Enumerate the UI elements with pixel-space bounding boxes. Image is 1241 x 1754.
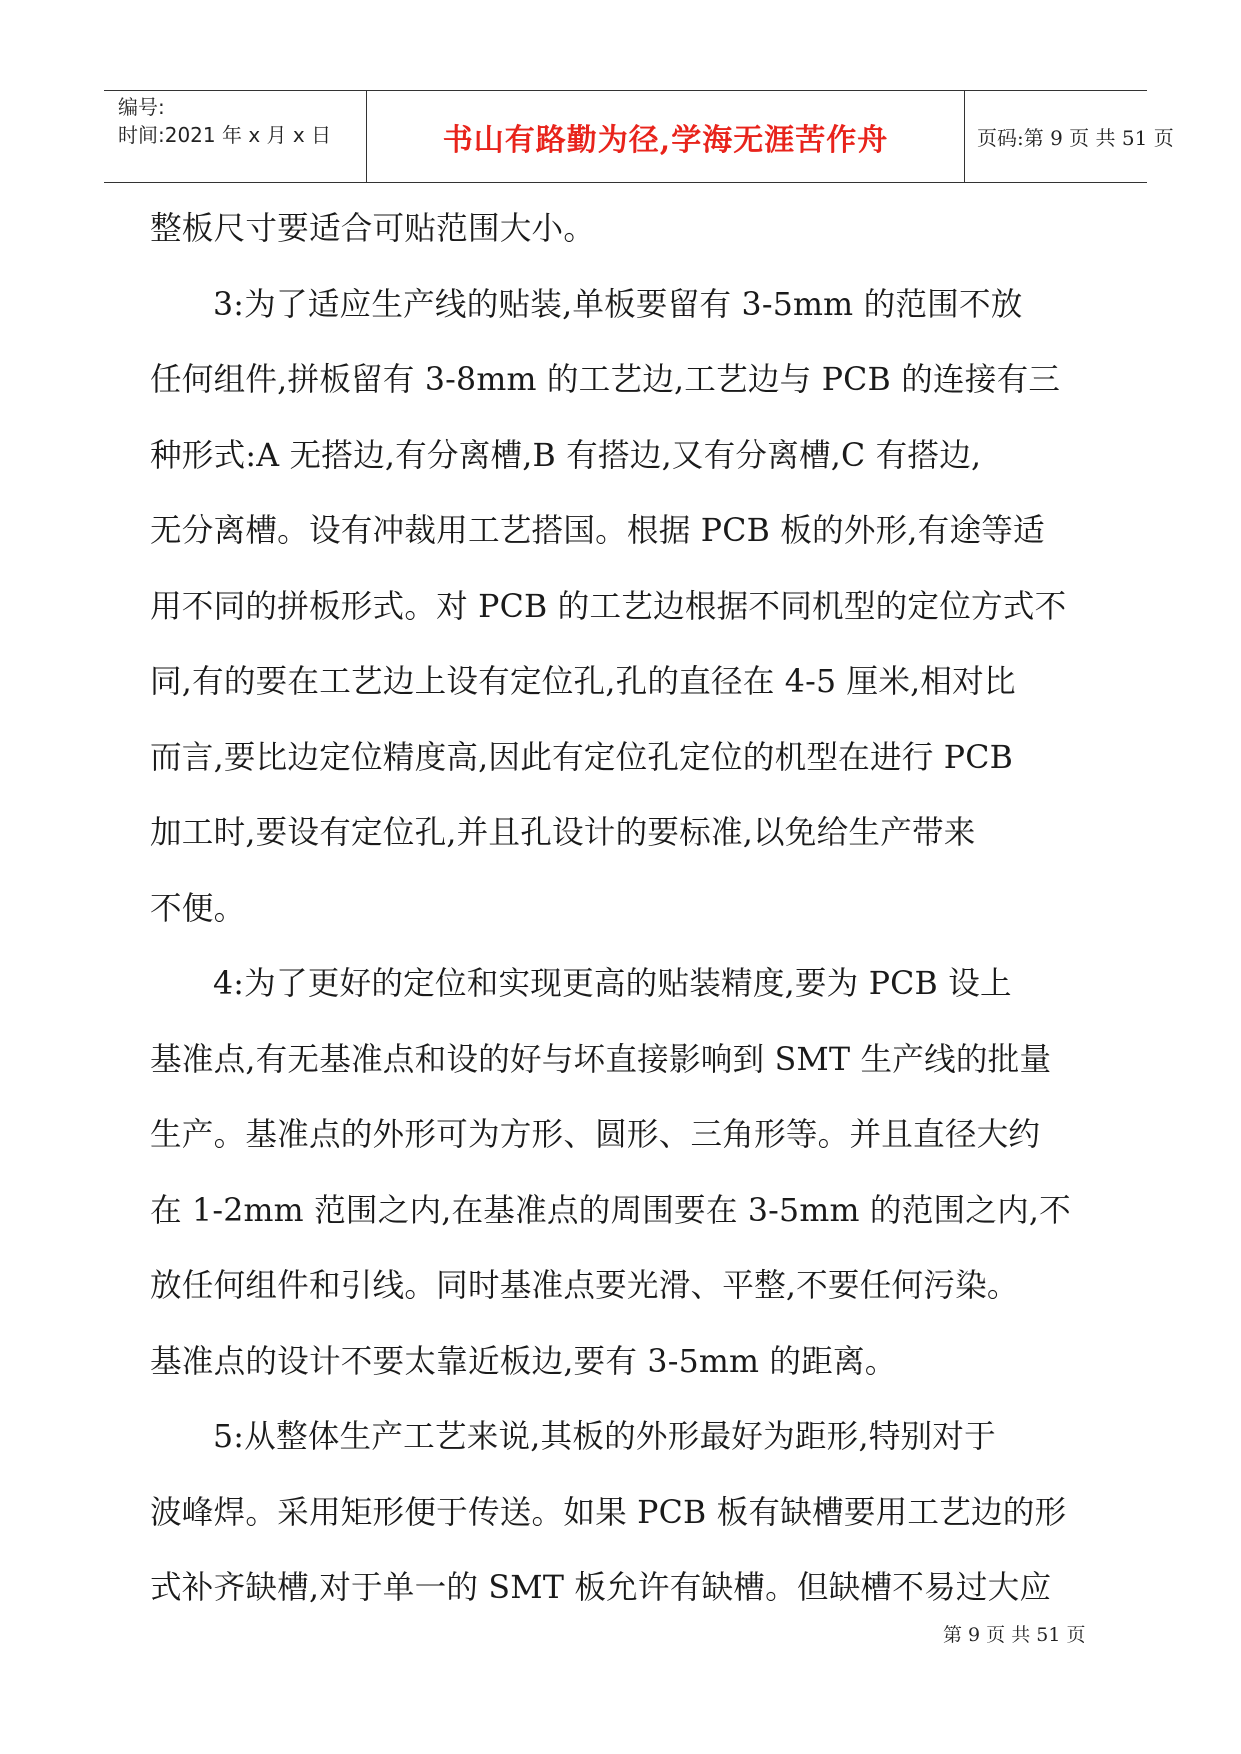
header-page-code-cell bbox=[965, 91, 1174, 182]
text-line: 无分离槽。设有冲裁用工艺搭国。根据 PCB 板的外形,有途等适 bbox=[150, 513, 1045, 549]
page-code-label: 页码:第 9 页 共 51 页 bbox=[977, 126, 1174, 150]
text-line: 同,有的要在工艺边上设有定位孔,孔的直径在 4-5 厘米,相对比 bbox=[150, 664, 1016, 700]
text-line: 5:从整体生产工艺来说,其板的外形最好为距形,特别对于 bbox=[213, 1419, 996, 1455]
header-motto-cell bbox=[367, 91, 965, 182]
text-line: 基准点,有无基准点和设的好与坏直接影响到 SMT 生产线的批量 bbox=[150, 1041, 1052, 1078]
serial-number-label: 编号: bbox=[118, 95, 165, 119]
page-header bbox=[104, 90, 1174, 183]
text-line: 整板尺寸要适合可贴范围大小。 bbox=[150, 211, 596, 247]
text-line: 任何组件,拼板留有 3-8mm 的工艺边,工艺边与 PCB 的连接有三 bbox=[150, 362, 1061, 398]
text-line: 波峰焊。采用矩形便于传送。如果 PCB 板有缺槽要用工艺边的形 bbox=[150, 1494, 1067, 1531]
text-line: 放任何组件和引线。同时基准点要光滑、平整,不要任何污染。 bbox=[150, 1268, 1019, 1304]
text-line: 式补齐缺槽,对于单一的 SMT 板允许有缺槽。但缺槽不易过大应 bbox=[150, 1570, 1052, 1606]
body-text bbox=[150, 207, 1090, 1642]
text-line: 生产。基准点的外形可为方形、圆形、三角形等。并且直径大约 bbox=[150, 1117, 1041, 1153]
text-line: 不便。 bbox=[150, 890, 246, 927]
text-line: 种形式:A 无搭边,有分离槽,B 有搭边,又有分离槽,C 有搭边, bbox=[150, 437, 982, 474]
text-line: 4:为了更好的定位和实现更高的贴装精度,要为 PCB 设上 bbox=[213, 966, 1012, 1002]
motto-text: 书山有路勤为径,学海无涯苦作舟 bbox=[442, 122, 889, 158]
page-footer: 第 9 页 共 51 页 bbox=[943, 1624, 1086, 1646]
text-line: 在 1-2mm 范围之内,在基准点的周围要在 3-5mm 的范围之内,不 bbox=[150, 1192, 1071, 1229]
text-line: 3:为了适应生产线的贴装,单板要留有 3-5mm 的范围不放 bbox=[213, 286, 1023, 323]
text-line: 基准点的设计不要太靠近板边,要有 3-5mm 的距离。 bbox=[150, 1343, 897, 1380]
header-meta-cell bbox=[104, 91, 367, 182]
text-line: 用不同的拼板形式。对 PCB 的工艺边根据不同机型的定位方式不 bbox=[150, 588, 1067, 625]
date-label: 时间:2021 年 x 月 x 日 bbox=[118, 123, 332, 147]
text-line: 加工时,要设有定位孔,并且孔设计的要标准,以免给生产带来 bbox=[150, 815, 976, 851]
text-line: 而言,要比边定位精度高,因此有定位孔定位的机型在进行 PCB bbox=[150, 739, 1014, 776]
